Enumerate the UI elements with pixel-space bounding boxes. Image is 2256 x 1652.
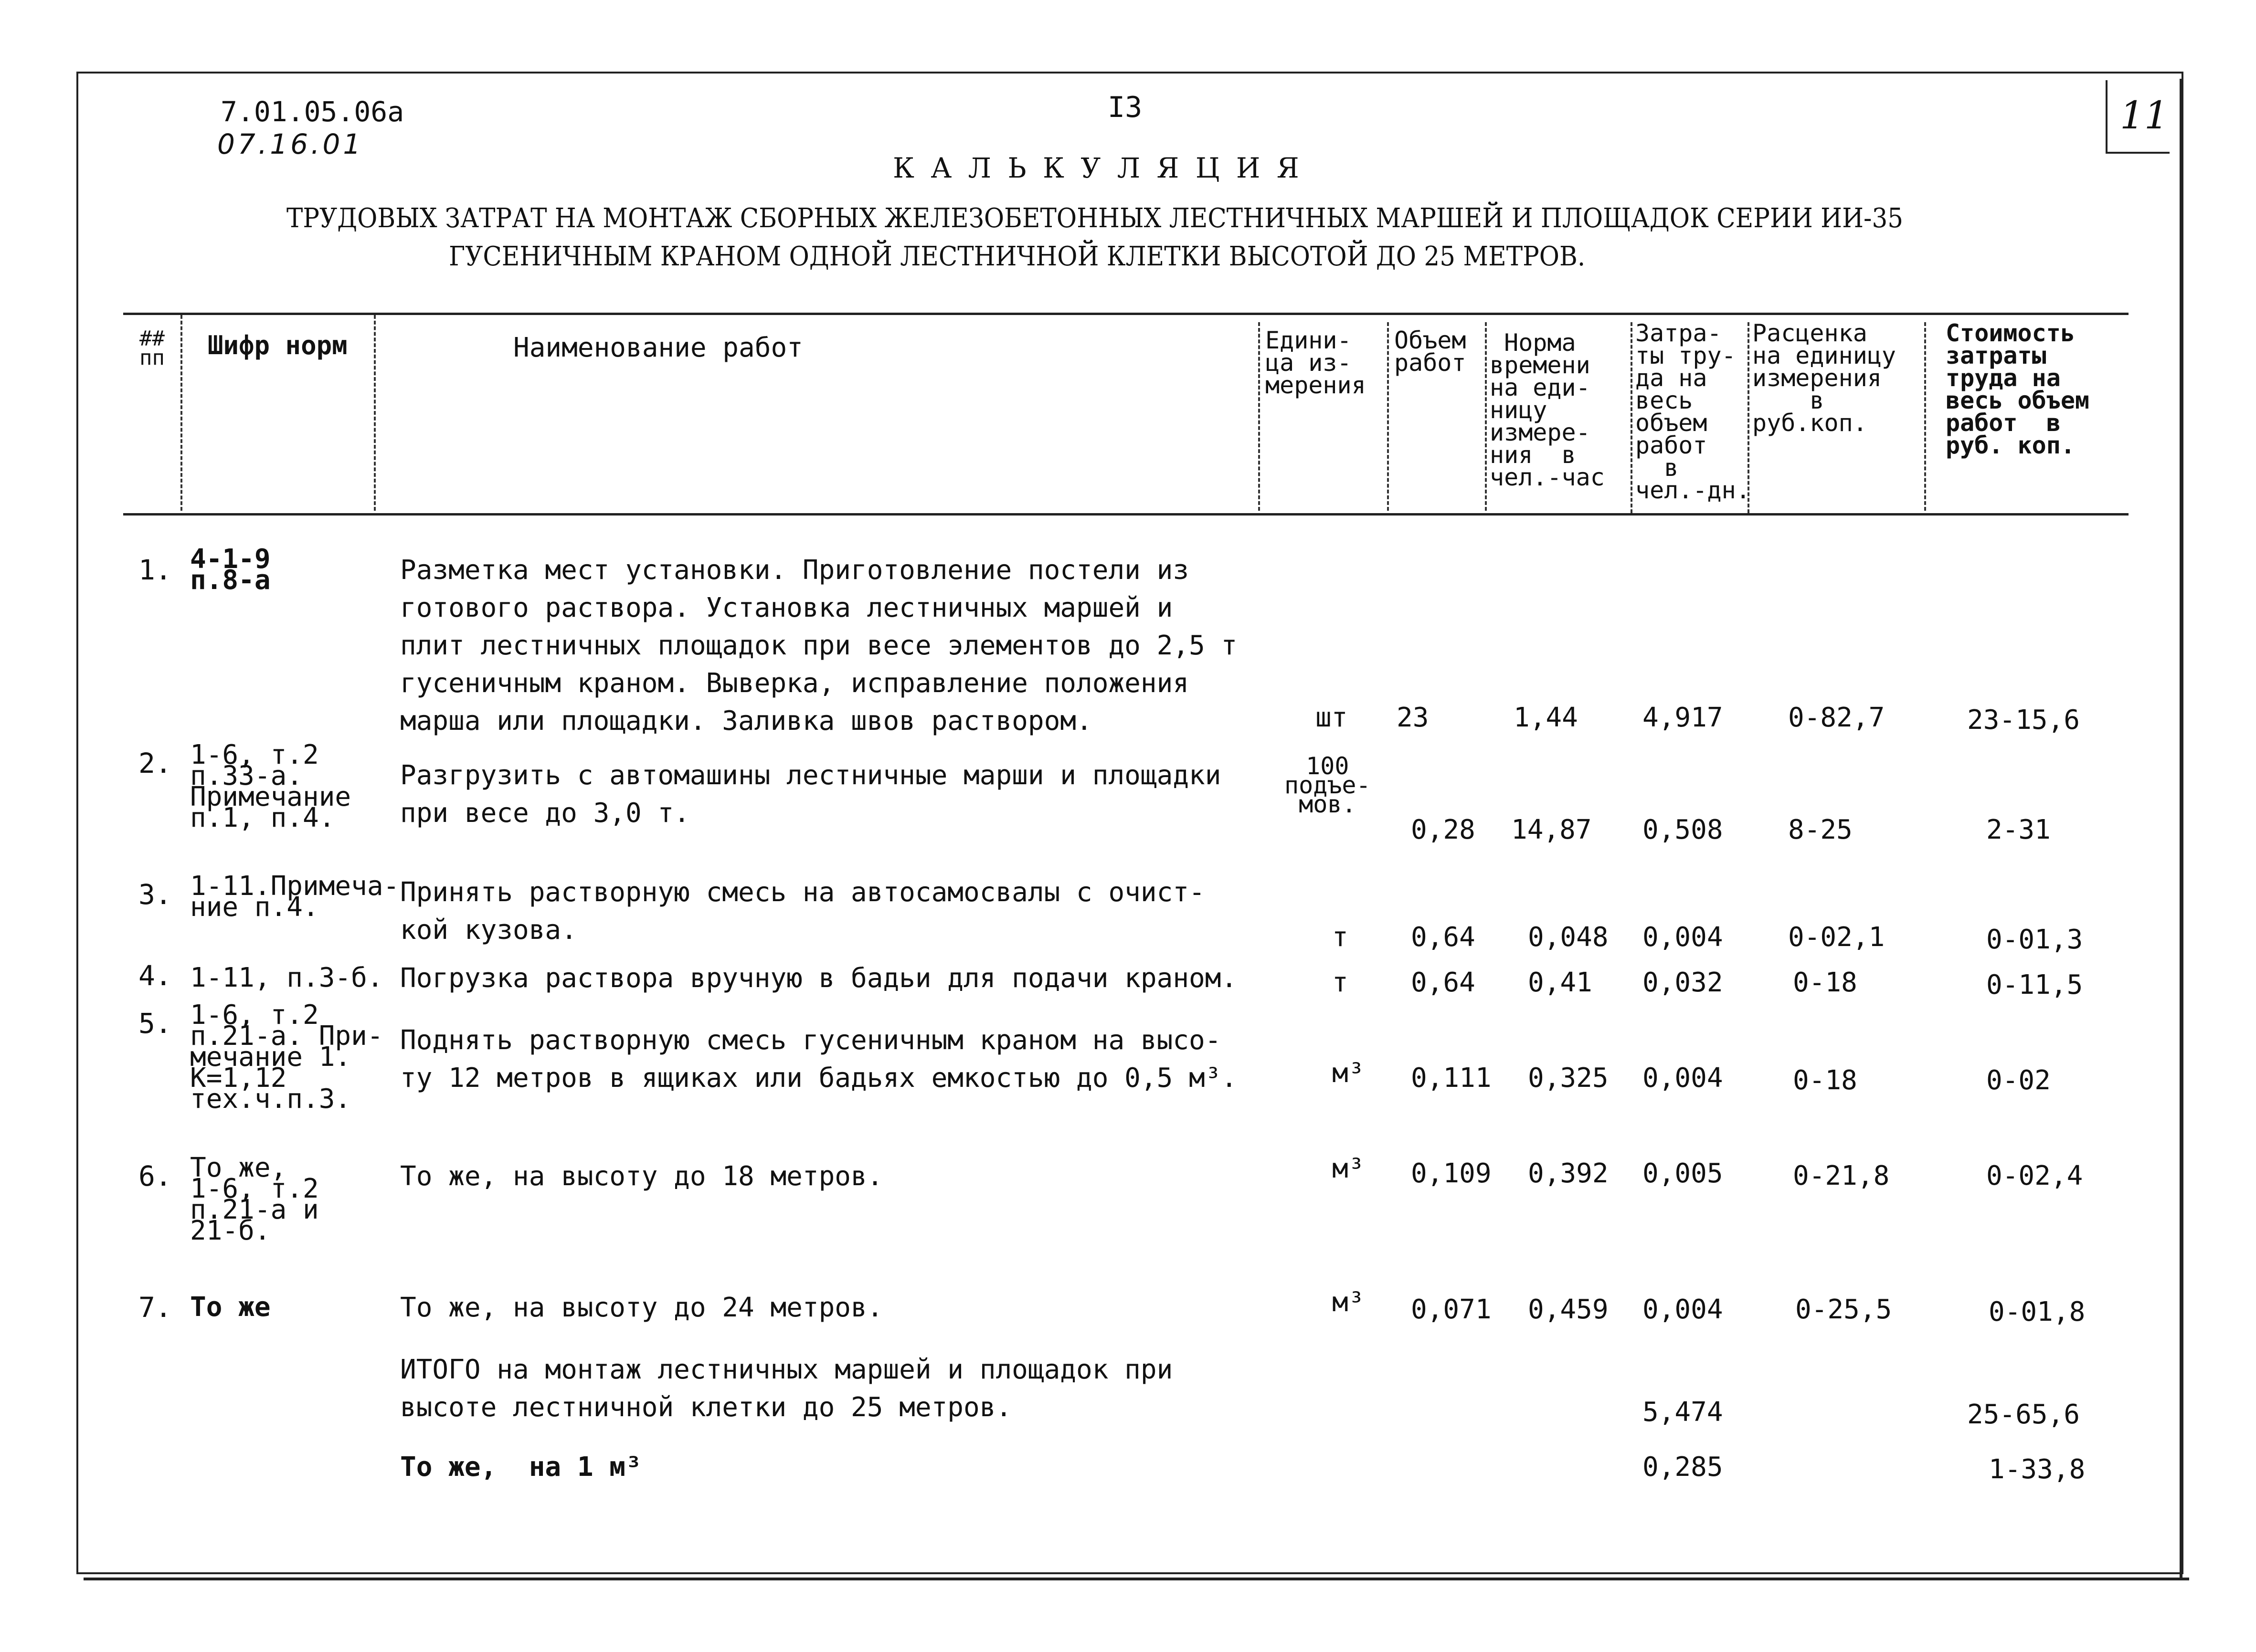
norm-time: 0,392 [1528, 1158, 1609, 1189]
col-header-cost: Стоимость затраты труда на весь объем работ в руб. коп. [1946, 319, 2090, 459]
row-number: 1. [138, 554, 172, 586]
col-header-labor: Затра- ты тру- да на весь объем работ в чел.-дн. [1635, 319, 1750, 504]
total-cost: 0-01,8 [1989, 1296, 2086, 1327]
col-header-code: Шифр норм [208, 330, 348, 360]
col-header-name: Наименование работ [513, 332, 803, 363]
total-cost: 0-02,4 [1986, 1160, 2083, 1191]
rate: 0-02,1 [1788, 922, 1885, 953]
rate: 0-21,8 [1793, 1160, 1890, 1191]
frame-bottom-shadow [84, 1578, 2189, 1580]
col-divider-4 [1387, 322, 1389, 511]
norm-code: То же, 1-6, т.2 п.21-а и 21-б. [190, 1152, 319, 1246]
unit: м³ [1332, 1287, 1365, 1318]
norm-time: 1,44 [1514, 702, 1578, 733]
unit: т [1332, 967, 1348, 998]
handwritten-code: 07.16.01 [217, 128, 364, 160]
total-cost: 2-31 [1986, 814, 2051, 845]
work-description: Принять растворную смесь на автосамосвалы с очист- кой кузова. [400, 877, 1205, 946]
page-number: I3 [1108, 91, 1143, 124]
labor-cost: 4,917 [1642, 702, 1723, 733]
col-divider-6 [1631, 322, 1632, 513]
norm-code: 1-6, т.2 п.33-а. Примечание п.1, п.4. [190, 739, 351, 833]
col-header-unit: Едини- ца из- мерения [1265, 326, 1366, 399]
work-description: То же, на высоту до 18 метров. [400, 1161, 883, 1192]
row-number: 5. [138, 1007, 172, 1040]
col-header-volume: Объем работ [1394, 326, 1466, 377]
labor-cost: 0,004 [1642, 1063, 1723, 1094]
unit: м³ [1332, 1058, 1365, 1089]
volume: 0,111 [1411, 1063, 1492, 1094]
work-description: Погрузка раствора вручную в бадьи для подачи краном. [400, 963, 1238, 994]
total-label: ИТОГО на монтаж лестничных маршей и площадок при высоте лестничной клетки до 25 метров. [400, 1354, 1173, 1423]
unit: т [1332, 922, 1348, 953]
volume: 0,28 [1411, 814, 1475, 845]
total-cost-sum: 25-65,6 [1967, 1399, 2080, 1430]
norm-time: 0,325 [1528, 1063, 1609, 1094]
labor-cost: 0,032 [1642, 967, 1723, 998]
rate: 0-25,5 [1795, 1294, 1892, 1325]
labor-cost: 0,004 [1642, 922, 1723, 953]
total-cost: 0-01,3 [1986, 924, 2083, 955]
per-m3-cost: 1-33,8 [1989, 1454, 2086, 1485]
frame-right-shadow [2180, 79, 2182, 1580]
norm-code: 1-6, т.2 п.21-а. При- мечание 1. К=1,12 тех.ч.п.3. [190, 1000, 383, 1115]
rate: 0-18 [1793, 967, 1857, 998]
sheet-number: 11 [2120, 93, 2169, 137]
doc-title: К А Л Ь К У Л Я Ц И Я [893, 152, 1303, 184]
row-number: 7. [138, 1291, 172, 1324]
volume: 0,071 [1411, 1294, 1492, 1325]
work-description: Разгрузить с автомашины лестничные марши и площадки при весе до 3,0 т. [400, 760, 1221, 829]
labor-cost: 0,508 [1642, 814, 1723, 845]
table-header-bottom-rule [123, 513, 2129, 516]
norm-code: То же [190, 1292, 271, 1323]
per-m3-label: То же, на 1 м³ [400, 1452, 642, 1483]
doc-subtitle-line2: ГУСЕНИЧНЫМ КРАНОМ ОДНОЙ ЛЕСТНИЧНОЙ КЛЕТКИ ВЫСОТОЙ ДО 25 МЕТРОВ. [449, 241, 1586, 272]
col-divider-3 [1258, 322, 1260, 511]
volume: 0,109 [1411, 1158, 1492, 1189]
unit: м³ [1332, 1153, 1365, 1184]
work-description: Поднять растворную смесь гусеничным краном на высо- ту 12 метров в ящиках или бадьях емкостью до 0,5 м³. [400, 1025, 1238, 1094]
norm-time: 0,41 [1528, 967, 1592, 998]
total-cost: 0-02 [1986, 1065, 2051, 1096]
rate: 8-25 [1788, 814, 1853, 845]
row-number: 3. [138, 878, 172, 911]
col-divider-1 [180, 315, 182, 511]
col-divider-5 [1485, 322, 1487, 511]
col-header-norm: Норма времени на еди- ницу измере- ния в чел.-час [1490, 329, 1605, 491]
norm-code: 1-11, п.3-б. [190, 962, 383, 993]
volume: 0,64 [1411, 967, 1475, 998]
per-m3-labor: 0,285 [1642, 1452, 1723, 1483]
volume: 23 [1397, 702, 1429, 733]
volume: 0,64 [1411, 922, 1475, 953]
col-header-rate: Расценка на единицу измерения в руб.коп. [1752, 319, 1896, 437]
norm-code: 4-1-9 п.8-а [190, 544, 271, 596]
row-number: 2. [138, 747, 172, 779]
unit: шт [1315, 702, 1348, 733]
rate: 0-82,7 [1788, 702, 1885, 733]
rate: 0-18 [1793, 1065, 1857, 1096]
doc-code: 7.01.05.06а [221, 95, 404, 128]
row-number: 4. [138, 959, 172, 992]
total-cost: 0-11,5 [1986, 969, 2083, 1000]
norm-code: 1-11.Примеча- ние п.4. [190, 871, 400, 923]
norm-time: 14,87 [1511, 814, 1592, 845]
total-cost: 23-15,6 [1967, 705, 2080, 736]
table-header-top-rule [123, 313, 2129, 315]
col-divider-2 [374, 315, 376, 511]
norm-time: 0,459 [1528, 1294, 1609, 1325]
doc-subtitle-line1: ТРУДОВЫХ ЗАТРАТ НА МОНТАЖ СБОРНЫХ ЖЕЛЕЗОБЕТОННЫХ ЛЕСТНИЧНЫХ МАРШЕЙ И ПЛОЩАДОК СЕРИИ ИИ-35 [286, 203, 1904, 234]
total-labor: 5,474 [1642, 1397, 1723, 1428]
norm-time: 0,048 [1528, 922, 1609, 953]
work-description: То же, на высоту до 24 метров. [400, 1292, 883, 1323]
row-number: 6. [138, 1160, 172, 1192]
labor-cost: 0,005 [1642, 1158, 1723, 1189]
work-description: Разметка мест установки. Приготовление постели из готового раствора. Установка лестничных маршей и плит лестничных площадок при весе элементов до 2,5 т гусеничным краном. Выверка, исправление положения марша или площадки. Заливка швов раствором. [400, 555, 1238, 737]
col-header-num: ## пп [139, 326, 165, 370]
unit: 100 подъе- мов. [1284, 752, 1371, 818]
labor-cost: 0,004 [1642, 1294, 1723, 1325]
col-divider-8 [1924, 322, 1926, 511]
